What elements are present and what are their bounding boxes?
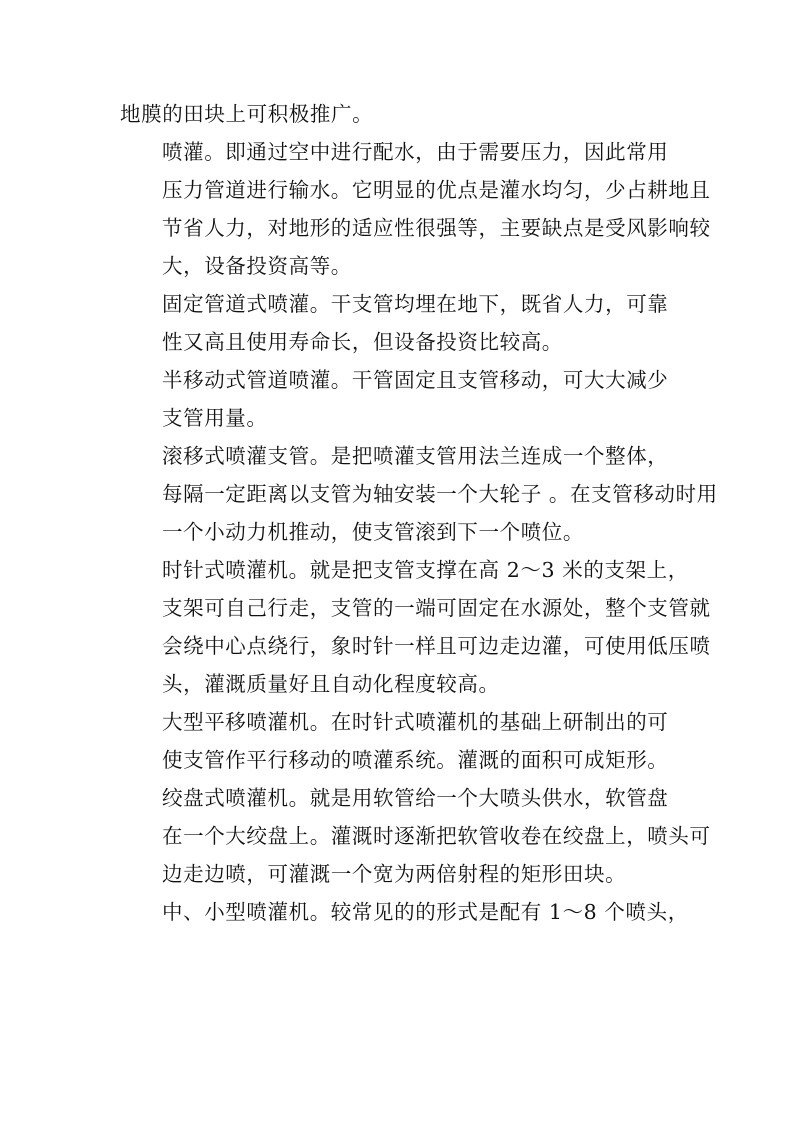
text-line: 绞盘式喷灌机。就是用软管给一个大喷头供水，软管盘 bbox=[162, 786, 669, 810]
text-line: 边走边喷，可灌溉一个宽为两倍射程的矩形田块。 bbox=[162, 862, 627, 886]
text-line: 滚移式喷灌支管。是把喷灌支管用法兰连成一个整体， bbox=[162, 444, 669, 468]
text-line: 时针式喷灌机。就是把支管支撑在高 2～3 米的支架上， bbox=[162, 558, 689, 582]
text-line: 会绕中心点绕行，象时针一样且可边走边灌，可使用低压喷 bbox=[162, 634, 711, 658]
paragraph-rolling-lateral bbox=[120, 437, 718, 551]
paragraph-semi-mobile bbox=[120, 361, 685, 437]
text-line: 固定管道式喷灌。干支管均埋在地下，既省人力，可靠 bbox=[162, 292, 669, 316]
paragraph-hose-reel bbox=[120, 779, 711, 893]
paragraph-fixed-pipe bbox=[120, 285, 685, 361]
text-line: 中、小型喷灌机。较常见的的形式是配有 1～8 个喷头， bbox=[162, 900, 689, 924]
text-line: 性又高且使用寿命长，但设备投资比较高。 bbox=[162, 330, 563, 354]
text-line: 地膜的田块上可积极推广。 bbox=[120, 102, 374, 126]
text-line: 半移动式管道喷灌。干管固定且支管移动，可大大减少 bbox=[162, 368, 669, 392]
paragraph-linear-move bbox=[120, 703, 685, 779]
text-line: 压力管道进行输水。它明显的优点是灌水均匀，少占耕地且 bbox=[162, 178, 711, 202]
text-line: 节省人力，对地形的适应性很强等，主要缺点是受风影响较 bbox=[162, 216, 711, 240]
text-line: 支管用量。 bbox=[162, 406, 268, 430]
text-line: 每隔一定距离以支管为轴安装一个大轮子 。在支管移动时用 bbox=[162, 482, 718, 506]
text-line: 头，灌溉质量好且自动化程度较高。 bbox=[162, 672, 500, 696]
paragraph-small-sprinkler bbox=[120, 893, 689, 931]
text-line: 一个小动力机推动，使支管滚到下一个喷位。 bbox=[162, 520, 584, 544]
document-page bbox=[120, 95, 718, 931]
text-line: 大，设备投资高等。 bbox=[162, 254, 352, 278]
text-line: 大型平移喷灌机。在时针式喷灌机的基础上研制出的可 bbox=[162, 710, 669, 734]
paragraph-sprinkler-irrigation bbox=[120, 133, 711, 285]
text-line: 支架可自己行走，支管的一端可固定在水源处，整个支管就 bbox=[162, 596, 711, 620]
text-line: 喷灌。即通过空中进行配水，由于需要压力，因此常用 bbox=[162, 140, 669, 164]
text-line: 使支管作平行移动的喷灌系统。灌溉的面积可成矩形。 bbox=[162, 748, 669, 772]
paragraph-center-pivot bbox=[120, 551, 711, 703]
text-line: 在一个大绞盘上。灌溉时逐渐把软管收卷在绞盘上，喷头可 bbox=[162, 824, 711, 848]
paragraph-continuation bbox=[120, 95, 685, 133]
